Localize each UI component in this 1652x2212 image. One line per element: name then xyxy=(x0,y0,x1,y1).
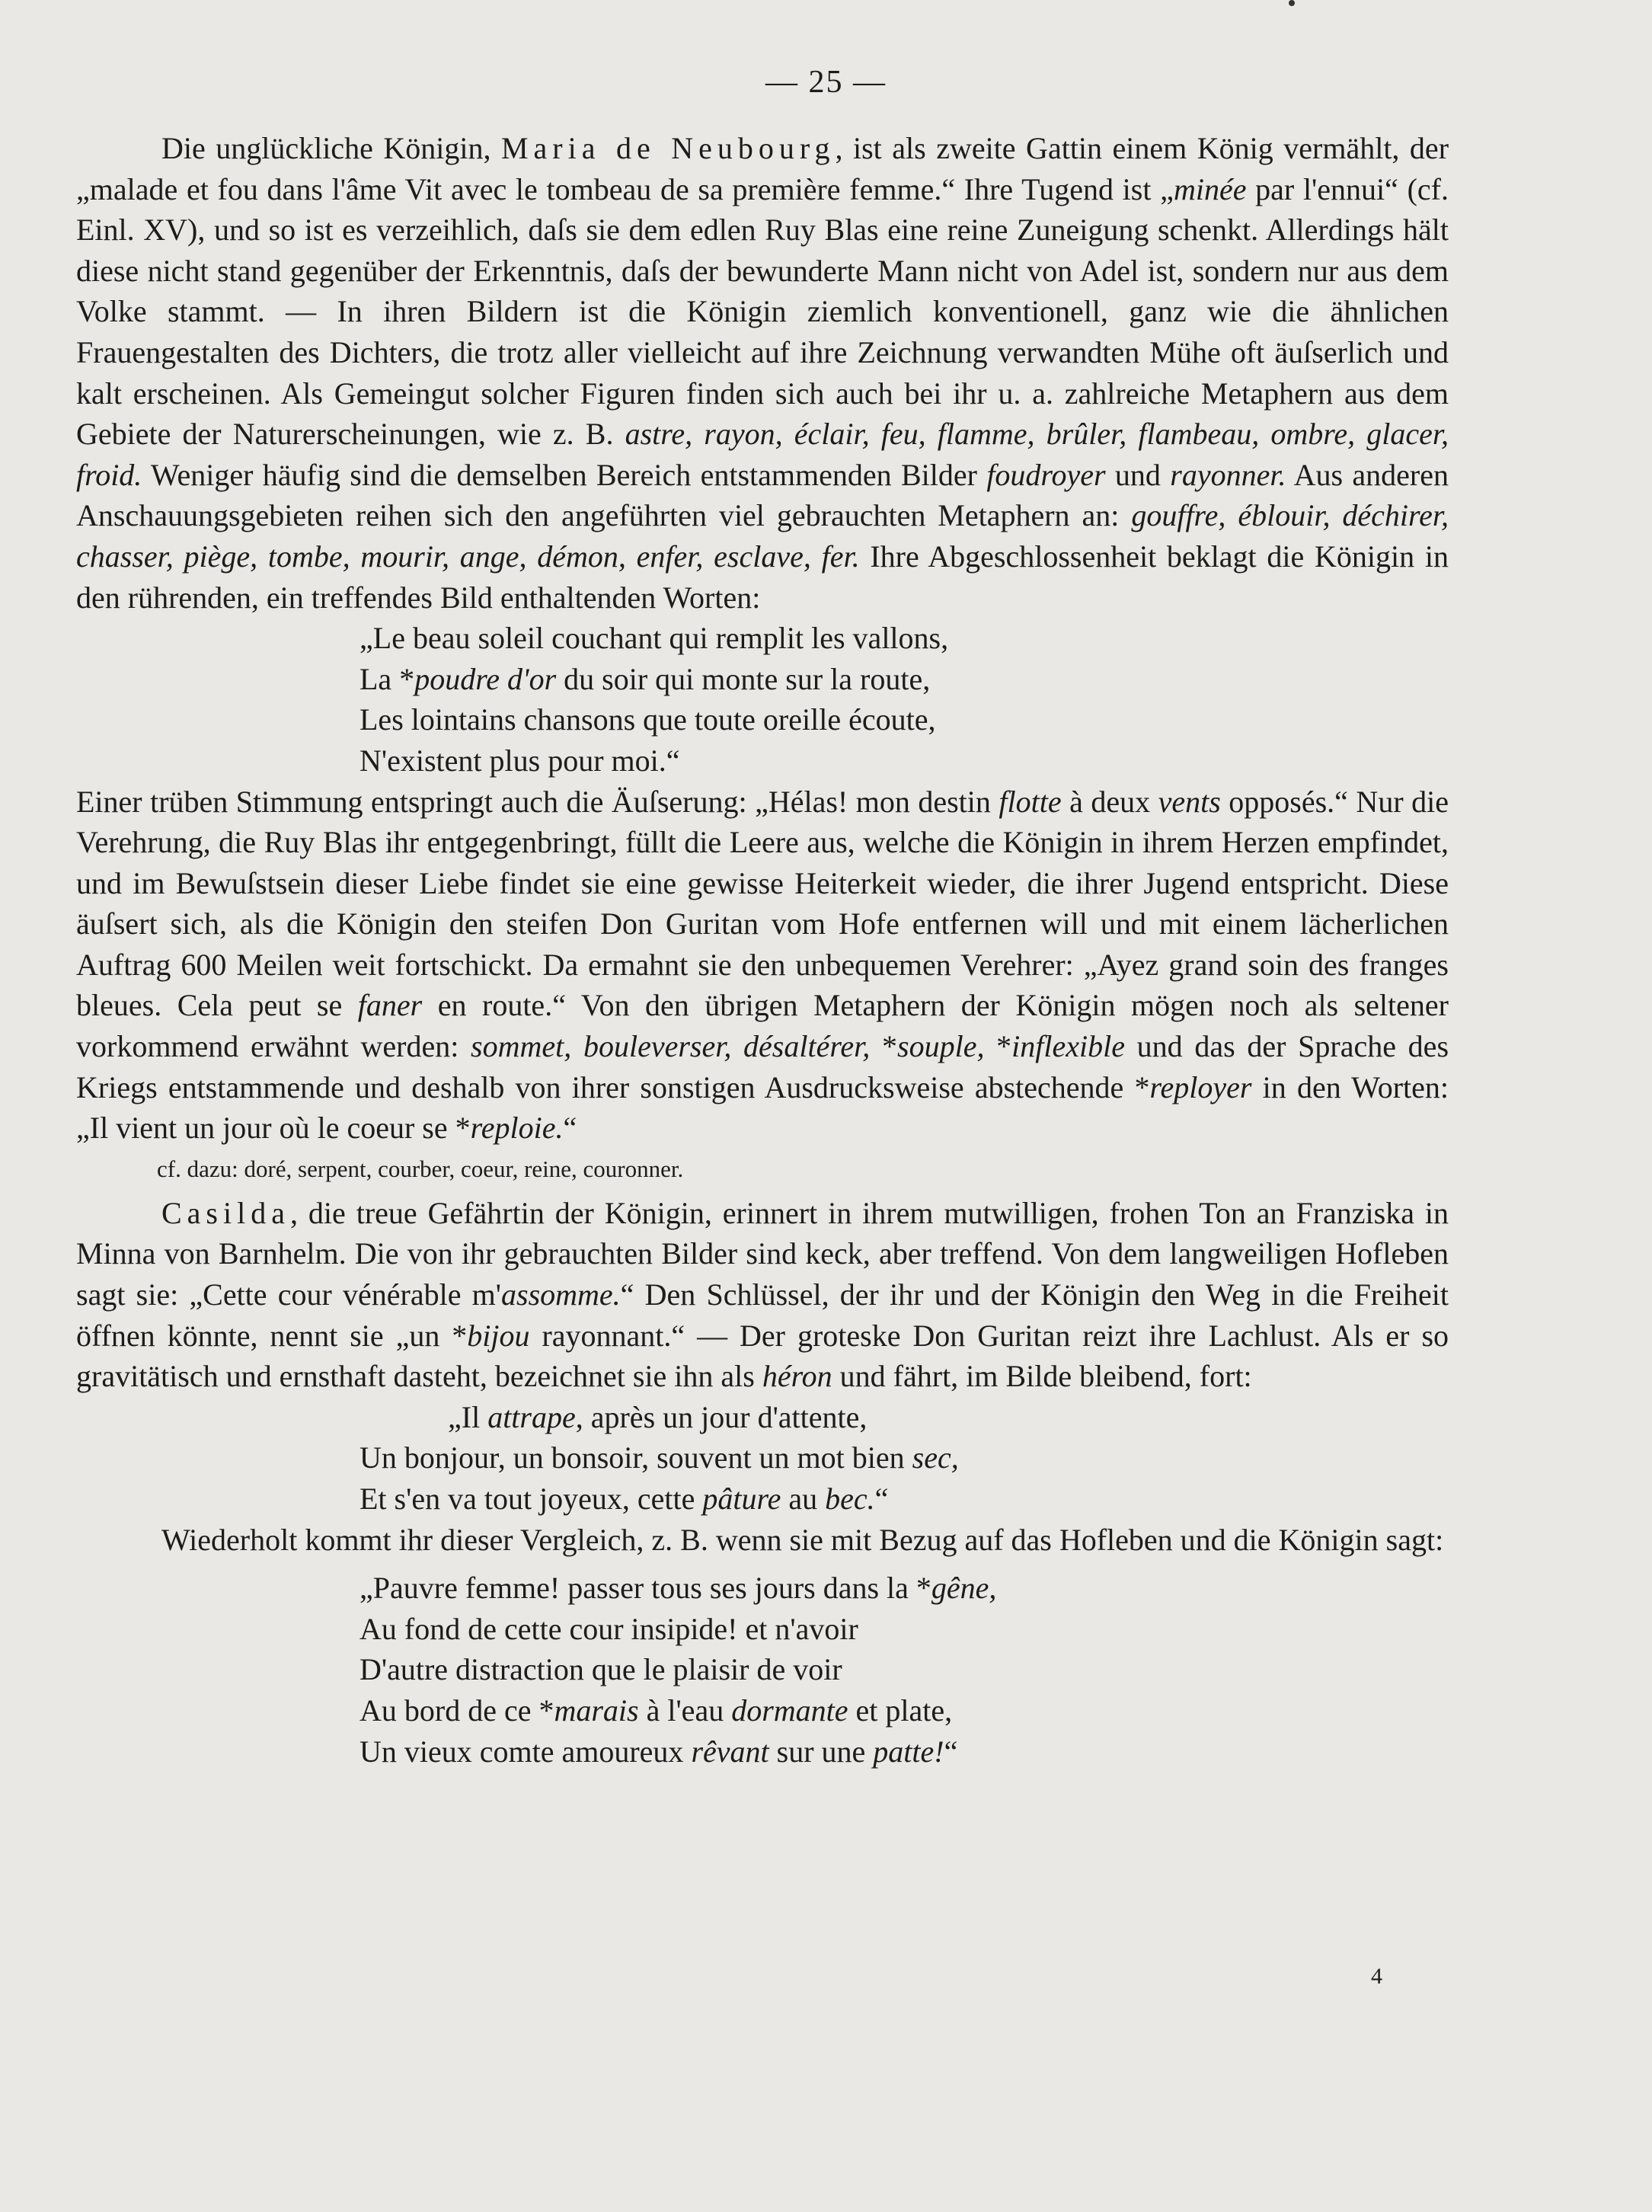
metapher-word: vents xyxy=(1158,784,1221,819)
verse-line: Les lointains chansons que toute oreille écoute, xyxy=(359,702,936,737)
text-run: en route.“ Von den übrigen Metaphern der Königin mögen noch als seltener vorkommend erwähnt werden: xyxy=(76,988,1449,1064)
verse-line: Un vieux comte amoureux rêvant sur une patte!“ xyxy=(359,1734,958,1769)
text-run: Aus anderen Anschauungsgebieten reihen sich den angeführten viel gebrauchten Metaphern an: xyxy=(76,457,1449,533)
character-name: Casilda xyxy=(161,1195,290,1230)
verse-line: „Le beau soleil couchant qui remplit les vallons, xyxy=(359,621,949,656)
verse-quote-2 xyxy=(76,1397,1449,1520)
verse-line: Au bord de ce *marais à l'eau dormante et plate, xyxy=(359,1693,953,1728)
text-run: * xyxy=(870,1029,898,1064)
text-run: Einer trüben Stimmung entspringt auch die Äuſserung: „Hélas! mon destin xyxy=(76,784,999,819)
verse-line: Un bonjour, un bonsoir, souvent un mot bien sec, xyxy=(359,1440,959,1475)
paragraph-repeat: Wiederholt kommt ihr dieser Vergleich, z. B. wenn sie mit Bezug auf das Hofleben und die Königin sagt: xyxy=(161,1522,1444,1557)
text-run: , die treue Gefährtin der Königin, erinnert in ihrem mutwilligen, frohen Ton an Franziska in Minna von Barnhelm. Die von ihr gebrauchten Bilder sind keck, aber treffend. Von dem langweiligen Hofleben sagt sie: „Cette cour vénérable m' xyxy=(76,1195,1449,1312)
metapher-list: gouffre, éblouir, déchirer, chasser, piège, tombe, mourir, ange, démon, enfer, esclave, fer. xyxy=(76,498,1449,574)
text-run: * xyxy=(984,1029,1012,1064)
footnote-cf: cf. dazu: doré, serpent, courber, coeur, reine, couronner. xyxy=(157,1155,684,1182)
text-run: und das der Sprache des Kriegs entstammende und deshalb von ihrer sonstigen Ausdrucksweise abstechende * xyxy=(76,1029,1449,1104)
verse-quote-3 xyxy=(76,1568,1449,1772)
text-run: par l'ennui“ (cf. Einl. XV), und so ist es verzeihlich, daſs sie dem edlen Ruy Blas eine reine Zuneigung schenkt. Allerdings hält diese nicht stand gegenüber der Erkenntnis, daſs der bewunderte Mann nicht von Adel ist, sondern nur aus dem Volke stammt. — In ihren Bildern ist die Königin ziemlich konventionell, ganz wie die ähnlichen Frauengestalten des Dichters, die trotz aller vielleicht auf ihre Zeichnung verwandten Mühe oft äuſserlich und kalt erscheinen. Als Gemeingut solcher Figuren finden sich auch bei ihr u. a. zahlreiche Metaphern aus dem Gebiete der Naturerscheinungen, wie z. B. xyxy=(76,171,1449,452)
verse-quote-1 xyxy=(76,618,1449,781)
metapher-word: assomme. xyxy=(501,1277,621,1312)
metapher-word: rayonner. xyxy=(1170,457,1286,492)
character-name: Maria de Neubourg xyxy=(500,131,836,165)
verse-line: N'existent plus pour moi.“ xyxy=(359,743,680,778)
metapher-word: foudroyer xyxy=(986,457,1106,492)
text-run: und fährt, im Bilde bleibend, fort: xyxy=(832,1359,1252,1394)
text-run: Ihre Abgeschlossenheit beklagt die Königin in den rührenden, ein treffendes Bild enthaltenden Worten: xyxy=(76,539,1449,615)
text-run: , ist als zweite Gattin einem König vermählt, der „malade et fou dans l'âme Vit avec le tombeau de sa première femme.“ Ihre Tugend ist „ xyxy=(76,131,1449,206)
metapher-word: bijou xyxy=(467,1318,530,1353)
paragraph-mood xyxy=(76,782,1449,1149)
metapher-word: inflexible xyxy=(1011,1029,1125,1064)
text-run: und xyxy=(1105,457,1171,492)
text-run: Die unglückliche Königin, xyxy=(161,131,501,165)
metapher-word: héron xyxy=(762,1359,832,1394)
paragraph-casilda xyxy=(76,1193,1449,1397)
text-run: in den Worten: „Il vient un jour où le coeur se * xyxy=(76,1069,1449,1146)
metapher-list: astre, rayon, éclair, feu, flamme, brûler, flambeau, ombre, glacer, froid. xyxy=(76,417,1449,492)
verse-line: D'autre distraction que le plaisir de voir xyxy=(359,1652,842,1687)
signature-mark: 4 xyxy=(1371,1964,1382,1989)
text-run: rayonnant.“ — Der groteske Don Guritan reizt ihre Lachlust. Als er so gravitätisch und ernsthaft dasteht, bezeichnet sie ihn als xyxy=(76,1318,1449,1394)
metapher-word: reployer xyxy=(1149,1069,1252,1104)
text-run: Weniger häufig sind die demselben Bereich entstammenden Bilder xyxy=(142,457,987,492)
ink-speck xyxy=(1289,0,1295,6)
page-body xyxy=(76,128,1449,1772)
metapher-word: souple, xyxy=(897,1029,985,1064)
metapher-word: reploie. xyxy=(470,1111,564,1146)
verse-line: „Pauvre femme! passer tous ses jours dans la *gêne, xyxy=(359,1571,997,1606)
page-number: — 25 — xyxy=(765,65,887,100)
verse-line: Au fond de cette cour insipide! et n'avoir xyxy=(359,1611,858,1646)
text-run: opposés.“ Nur die Verehrung, die Ruy Blas ihr entgegenbringt, füllt die Leere aus, welche die Königin in ihrem Herzen empfindet, und im Bewuſstsein dieser Liebe findet sie eine gewisse Heiterkeit wieder, die ihrer Jugend entspricht. Diese äuſsert sich, als die Königin den steifen Don Guritan vom Hofe entfernen will und mit einem lächerlichen Auftrag 600 Meilen weit fortschickt. Da ermahnt sie den unbequemen Verehrer: „Ayez grand soin des franges bleues. Cela peut se xyxy=(76,784,1449,1023)
verse-line: „Il attrape, après un jour d'attente, xyxy=(448,1399,868,1434)
metapher-list: sommet, bouleverser, désaltérer, xyxy=(471,1029,871,1064)
metapher-word: flotte xyxy=(999,784,1062,819)
text-run: “ Den Schlüssel, der ihr und der Königin den Weg in die Freiheit öffnen könnte, nennt sie „un * xyxy=(76,1277,1449,1353)
verse-line: La *poudre d'or du soir qui monte sur la route, xyxy=(359,661,931,696)
metapher-word: minée xyxy=(1173,171,1247,206)
paragraph-queen xyxy=(76,128,1449,618)
text-run: “ xyxy=(563,1111,577,1146)
verse-line: Et s'en va tout joyeux, cette pâture au bec.“ xyxy=(359,1482,889,1516)
text-run: à deux xyxy=(1061,784,1158,819)
metapher-word: faner xyxy=(357,988,423,1023)
